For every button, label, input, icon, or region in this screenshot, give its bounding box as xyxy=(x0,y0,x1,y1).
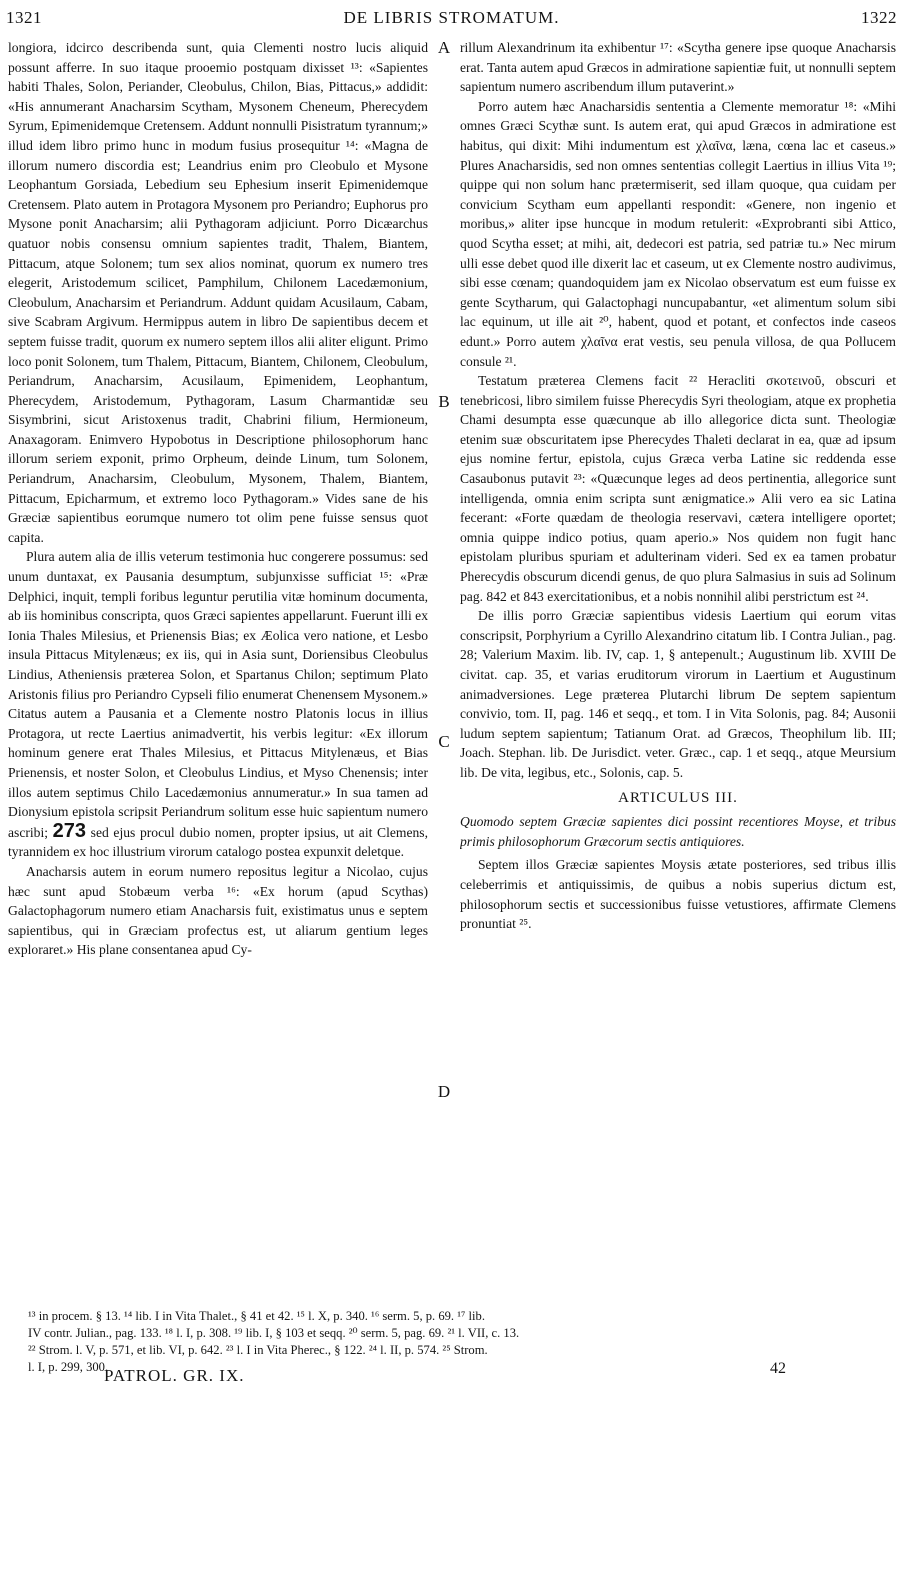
margin-letter-d: D xyxy=(437,1082,451,1101)
margin-letter-a: A xyxy=(437,38,451,57)
right-paragraph-2: Porro autem hæc Anacharsidis sententia a Clemente memoratur ¹⁸: «Mihi omnes Græci Scythæ sunt. Is autem erat, qui apud Græcos in admiratione est habitus, qui dixit: Mihi indumentum est χλαῖνα, læna, cœna lac et caseus.» Plures Anacharsidis, sed non omnes sententias collegit Laertius in illius Vita ¹⁹; quippe qui non solum hanc prætermiserit, sed illam quoque, qua cuidam per convicium Scytham eum appellanti respondit: «Genere, non ingenio et moribus,» aliter ipse huncque in modum retulerit: «Exprobranti sibi Attico, quod Scytha esset; at mihi, ait, dedecori est patria, sed patriæ tu.» Nec mirum ulli esse debet quod ille dixerit lac et caseum, ut ex Clemente nostro audivimus, sibi esse cœnam; quandoquidem jam ex Nicolao observatum est eum fuisse ex gente Scytharum, qui Galactophagi nuncupabantur, «et alimentum solum sibi lac equinum, ut ille ait ²⁰, habent, quod et potant, et confectos inde caseos edunt.» Porro autem χλαῖνα erat vestis, seu penula villosa, de qua Pollucem consule ²¹. xyxy=(460,98,896,369)
footnote-line: l. I, p. 299, 300. xyxy=(28,1360,109,1374)
column-number-marker: 273 xyxy=(52,819,87,842)
left-paragraph-2-text-b: sed ejus procul dubio nomen, propter ipsius, ut ait Clemens, tyrannidem ex hoc illustrium virorum catalogo postea expunxit deletque. xyxy=(8,824,428,860)
page-number-left: 1321 xyxy=(6,8,42,27)
right-paragraph-1: rillum Alexandrinum ita exhibentur ¹⁷: «Scytha genere ipse quoque Anacharsis erat. Tanta autem apud Græcos in admiratione sapientiæ fuit, ut nonnulli septem sapientum numero ascribendum illum putaverint.» xyxy=(460,40,896,95)
footer-signature-number: 42 xyxy=(770,1360,786,1377)
page-number-right: 1322 xyxy=(861,8,897,27)
article-subtitle: Quomodo septem Græciæ sapientes dici possint recentiores Moyse, et tribus primis philosophorum Græcorum sectis antiquiores. xyxy=(460,814,896,849)
footnote-line: IV contr. Julian., pag. 133. ¹⁸ l. I, p. 308. ¹⁹ lib. I, § 103 et seqq. ²⁰ serm. 5, pag. 69. ²¹ l. VII, c. 13. xyxy=(28,1326,520,1340)
left-paragraph-1: longiora, idcirco describenda sunt, quia Clementi nostro lucis aliquid possunt afferre. In suo itaque prooemio postquam dixisset ¹³: «Sapientes habiti Thales, Solon, Periander, Cleobulus, Chilon, Bias, Pittacus,» addidit: «His annumerant Anacharsim Scytham, Mysonem Cheneum, Pherecydem Syrum, Epimenidemque Cretensem. Addunt nonnulli Pisistratum tyrannum;» illud idem libro primo hunc in modum fusius prosequitur ¹⁴: «Magna de illorum numero discordia est; Leandrius enim pro Cleobulo et Mysone Leophantum Gorsiada, Lebedium seu Ephesium inserit Epimenidemque Cretensem. Plato autem in Protagora Mysonem pro Periandro; Euphorus pro Mysone ponit Anacharsim; alii Pythagoram adjiciunt. Porro Dicæarchus quatuor nobis consensu omnium sapientes tradit, Thalem, Biantem, Pittacum, atque Solonem; tum sex alios nominat, quorum ex numero tres elegerit, Aristodemum scilicet, Pamphilum, Chilonem Lacedæmonium, Cleobulum, Anacharsim et Periandrum. Addunt quidam Acusilaum, Cabam, sive Scabram Argivum. Hermippus autem in libro De sapientibus decem et septem fuisse tradit, quorum ex numero septem illos alii aliter eligunt. Primo loco ponit Solonem, tum Thalem, Pittacum, Biantem, Chilonem, Cleobulum, Periandrum, Anacharsim, Acusilaum, Epimenidem, Leophantum, Pherecydem, Aristodemum, Pythagoram, Lasum Charmantidæ seu Sisymbrini, sicut Aristoxenus tradit, Chabrini filium, Hermioneum, Anaxagoram. Enimvero Hypobotus in Descriptione philosophorum hanc illorum seriem exponit, primo Orpheum, deinde Linum, tum Solonem, Periandrum, Anacharsim, Cleobulum, Mysonem, Thalem, Biantem, Pittacum, Epicharmum, et extremo loco Pythagoram.» Vides sane de his Græciæ sapientibus eorumque numero tot olim pene fuisse sensus quot capita. xyxy=(8,40,428,545)
footnote-line: ¹³ in procem. § 13. ¹⁴ lib. I in Vita Thalet., § 41 et 42. ¹⁵ l. X, p. 340. ¹⁶ serm. 5, p. 69. ¹⁷ lib. xyxy=(28,1309,485,1323)
left-paragraph-3: Anacharsis autem in eorum numero repositus legitur a Nicolao, cujus hæc sunt apud Stobæum verba ¹⁶: «Ex horum (apud Scythas) Galactophagorum numero etiam Anacharsis fuit, existimatus unus e septem sapientibus, qui in Græciam profectus est, ut aliarum gentium leges exploraret.» His plane consentanea apud Cy- xyxy=(8,863,428,958)
margin-letter-b: B xyxy=(438,392,450,411)
footnote-line: ²² Strom. l. V, p. 571, et lib. VI, p. 642. ²³ l. I in Vita Pherec., § 122. ²⁴ l. II, p. 574. ²⁵ Strom. xyxy=(28,1343,488,1357)
margin-letter-c: C xyxy=(438,732,450,751)
right-paragraph-5: Septem illos Græciæ sapientes Moysis ætate posteriores, sed tribus illis celeberrimis et antiquissimis, de quibus a nobis superius dictum est, philosophorum sectis et successionibus fuisse vetustiores, affirmate Clemens pronuntiat ²⁵. xyxy=(460,857,896,932)
right-column xyxy=(460,38,896,1293)
footer-series-title: PATROL. GR. IX. xyxy=(104,1366,245,1385)
right-paragraph-4: De illis porro Græciæ sapientibus videsis Laertium qui eorum vitas conscripsit, Porphyrium a Cyrillo Alexandrino citatum lib. I Contra Julian., pag. 28; Valerium Maxim. lib. IV, cap. 1, § antepenult.; Augustinum lib. XVIII De civitat. cap. 35, et varias eruditorum virorum in Laertium et Augustinum animadversiones. Lege præterea Plutarchi librum De septem sapientum convivio, tom. II, pag. 146 et seqq., et tom. I in Vita Solonis, pag. 84; Ausonii ludum septem sapientum; Tatianum Orat. ad Græcos, Theophilum lib. III; Joach. Stephan. lib. De Jurisdict. veter. Græc., cap. 1 et seqq., atque Meursium lib. De vita, legibus, etc., Solonis, cap. 5. xyxy=(460,608,896,780)
left-paragraph-2 xyxy=(8,547,428,862)
running-header xyxy=(6,8,897,32)
left-paragraph-2-text-a: Plura autem alia de illis veterum testimonia huc congerere possumus: sed unum duntaxat, ex Pausania desumptum, subjunxisse sufficiat ¹⁵: «Præ Delphici, inquit, templi foribus leguntur perutilia vitæ hominum documenta, ab iis hominibus conscripta, quos Græci sapientes appellarunt. Fuerunt illi ex Ionia Thales Milesius, et Prienensis Bias; ex Æolica vero natione, et Lesbo insula Pittacus Mitylenæus; ex iis, qui in Asia sunt, Doriensibus Cleobulus Lindius, Atheniensis præterea Solon, et Spartanus Chilon; septimum Plato Aristonis filius pro Periandro Cypseli filio enumerat Chenensem Mysonem.» Citatus autem a Pausania et a Clemente nostro Platonis locus in illius Protagora, ut recte Laertius animadvertit, his verbis legitur: «Ex illorum hominum genere erat Thales Milesius, et Pittacus Mitylenæus, et Bias Prienensis, et noster Solon, et Cleobulus Lindius, et Myso Chenensis; inter illos autem septimus Chilo Lacedæmonius annumeratur.» In sua tamen ad Dionysium epistola scripsit Periandrum solitum esse huic sapientum numero ascribi; xyxy=(8,549,428,840)
right-paragraph-3: Testatum præterea Clemens facit ²² Heracliti σκοτεινοῦ, obscuri et tenebricosi, libro similem fuisse Pherecydis Syri theologiam, atque ex prophetia Chami desumpta esse quæcunque ab illo allegorice dicta sunt. Theologiæ etenim suæ obscuritatem ipse Pherecydes Thaleti declarat in ea, quæ ad ipsum ejus nomine fertur, epistola, cujus Græca verba Latine sic reddenda esse Casaubonus putavit ²³: «Quæcunque leges ad deos pertinentia, allegorice sunt intelligenda, omnia enim scripta sunt ænigmatice.» Alii vero ea sic Latina fecerant: «Forte quædam de theologia reservavi, cætera intelligere oportet; omnia quippe indico potius, quam aperio.» Nos quidem non fugit hanc epistolam pluribus spuriam et adulterinam videri. Sed ex ea tamen probatur Pherecydis obscurum dicendi genus, de quo plura Salmasius in suis ad Solinum pag. 842 et 843 exercitationibus, et a nobis nonnihil alibi perstrictum est ²⁴. xyxy=(460,373,896,604)
left-column xyxy=(8,38,428,1293)
running-title: DE LIBRIS STROMATUM. xyxy=(343,8,560,27)
article-heading: ARTICULUS III. xyxy=(618,789,738,806)
